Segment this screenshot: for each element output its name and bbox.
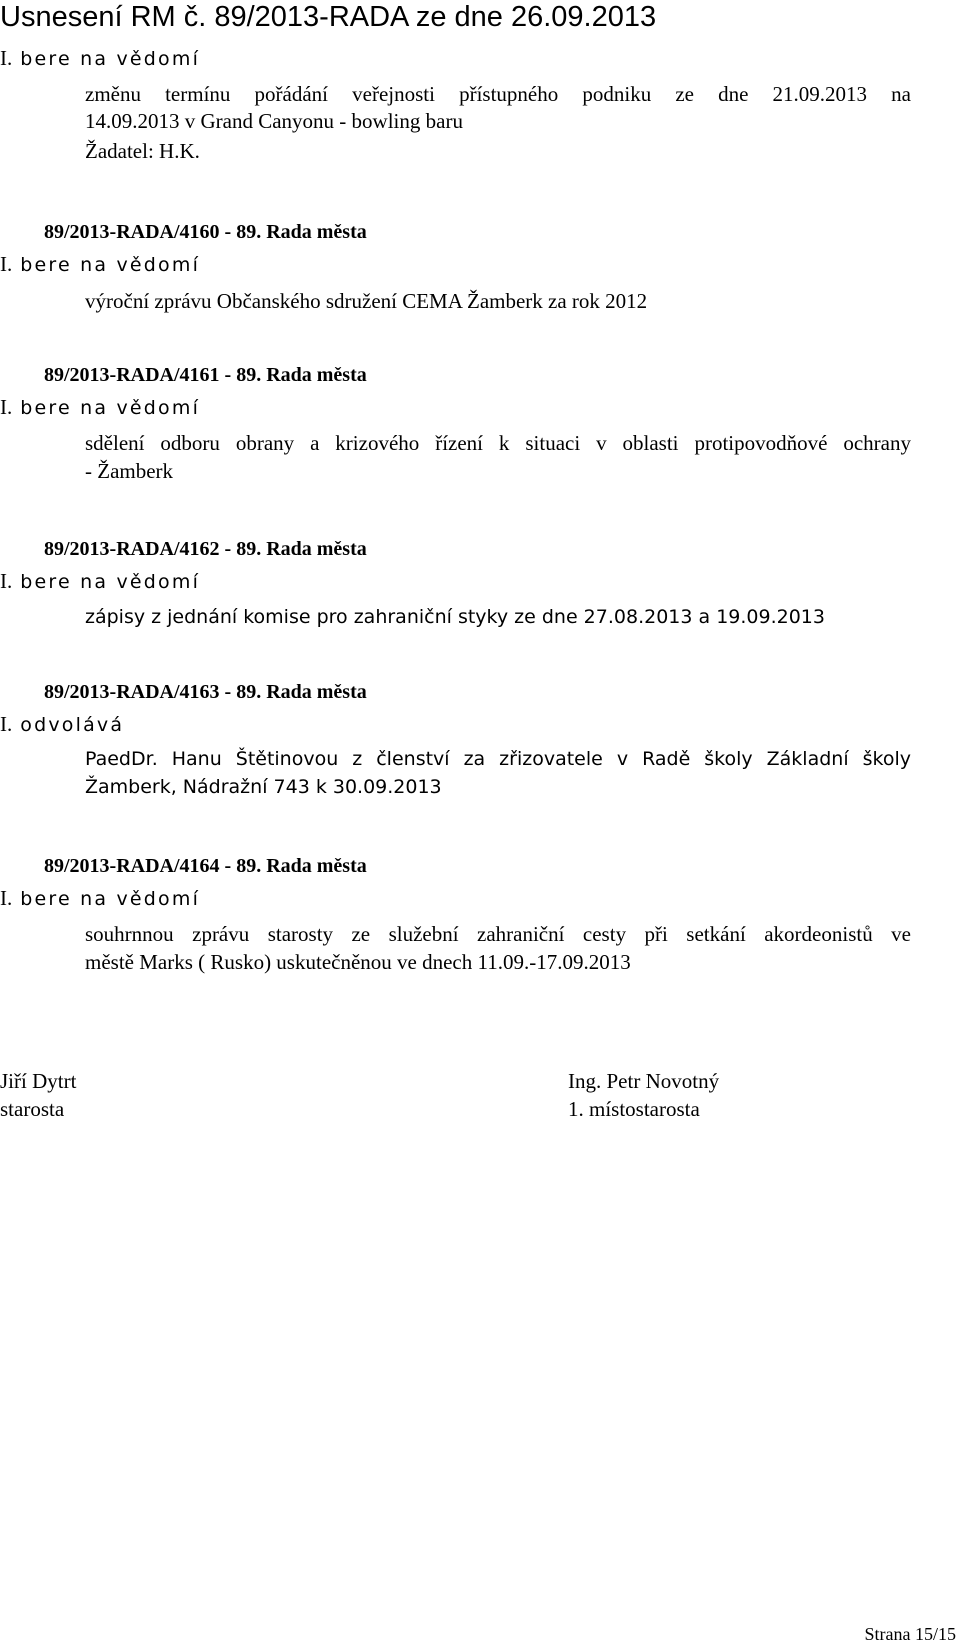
resolution-heading: 89/2013-RADA/4162 - 89. Rada města bbox=[44, 538, 367, 560]
signature-role: 1. místostarosta bbox=[568, 1097, 700, 1121]
signature-name: Jiří Dytrt bbox=[0, 1069, 77, 1093]
clause-verb: bere na vědomí bbox=[20, 571, 201, 593]
resolution-clause bbox=[0, 569, 200, 594]
resolution-clause bbox=[0, 886, 200, 911]
clause-verb: odvolává bbox=[20, 714, 125, 736]
entry-text-line: Žadatel: H.K. bbox=[85, 139, 200, 163]
resolution-heading: 89/2013-RADA/4164 - 89. Rada města bbox=[44, 855, 367, 877]
entry-text-line: výroční zprávu Občanského sdružení CEMA Žamberk za rok 2012 bbox=[85, 289, 648, 313]
entry-text-line: změnu termínu pořádání veřejnosti přístupného podniku ze dne 21.09.2013 na bbox=[85, 82, 911, 106]
resolution-clause bbox=[0, 712, 124, 737]
entry-text-line: 14.09.2013 v Grand Canyonu - bowling baru bbox=[85, 109, 463, 133]
entry-text-line: městě Marks ( Rusko) uskutečněnou ve dnech 11.09.-17.09.2013 bbox=[85, 950, 631, 974]
clause-verb: bere na vědomí bbox=[20, 48, 201, 70]
entry-text-line: souhrnnou zprávu starosty ze služební zahraniční cesty při setkání akordeonistů ve bbox=[85, 922, 911, 946]
signature-role: starosta bbox=[0, 1097, 65, 1121]
page-number: Strana 15/15 bbox=[864, 1624, 956, 1644]
clause-numeral: I. bbox=[0, 886, 13, 910]
resolution-heading: 89/2013-RADA/4161 - 89. Rada města bbox=[44, 364, 367, 386]
clause-numeral: I. bbox=[0, 46, 13, 70]
clause-numeral: I. bbox=[0, 252, 13, 276]
clause-verb: bere na vědomí bbox=[20, 888, 201, 910]
entry-text-line: sdělení odboru obrany a krizového řízení k situaci v oblasti protipovodňové ochrany bbox=[85, 431, 911, 455]
resolution-heading: 89/2013-RADA/4160 - 89. Rada města bbox=[44, 221, 367, 243]
document-title: Usnesení RM č. 89/2013-RADA ze dne 26.09.2013 bbox=[0, 1, 657, 33]
clause-numeral: I. bbox=[0, 395, 13, 419]
signature-name: Ing. Petr Novotný bbox=[568, 1069, 720, 1093]
clause-verb: bere na vědomí bbox=[20, 254, 201, 276]
entry-text-line: - Žamberk bbox=[85, 459, 174, 483]
resolution-heading: 89/2013-RADA/4163 - 89. Rada města bbox=[44, 681, 367, 703]
resolution-clause bbox=[0, 252, 200, 277]
resolution-clause bbox=[0, 46, 200, 71]
resolution-clause bbox=[0, 395, 200, 420]
clause-numeral: I. bbox=[0, 712, 13, 736]
entry-text-line: PaedDr. Hanu Štětinovou z členství za zřizovatele v Radě školy Základní školy bbox=[85, 748, 911, 770]
entry-text-line: Žamberk, Nádražní 743 k 30.09.2013 bbox=[85, 776, 442, 798]
entry-text-line: zápisy z jednání komise pro zahraniční styky ze dne 27.08.2013 a 19.09.2013 bbox=[85, 606, 825, 628]
clause-verb: bere na vědomí bbox=[20, 397, 201, 419]
clause-numeral: I. bbox=[0, 569, 13, 593]
